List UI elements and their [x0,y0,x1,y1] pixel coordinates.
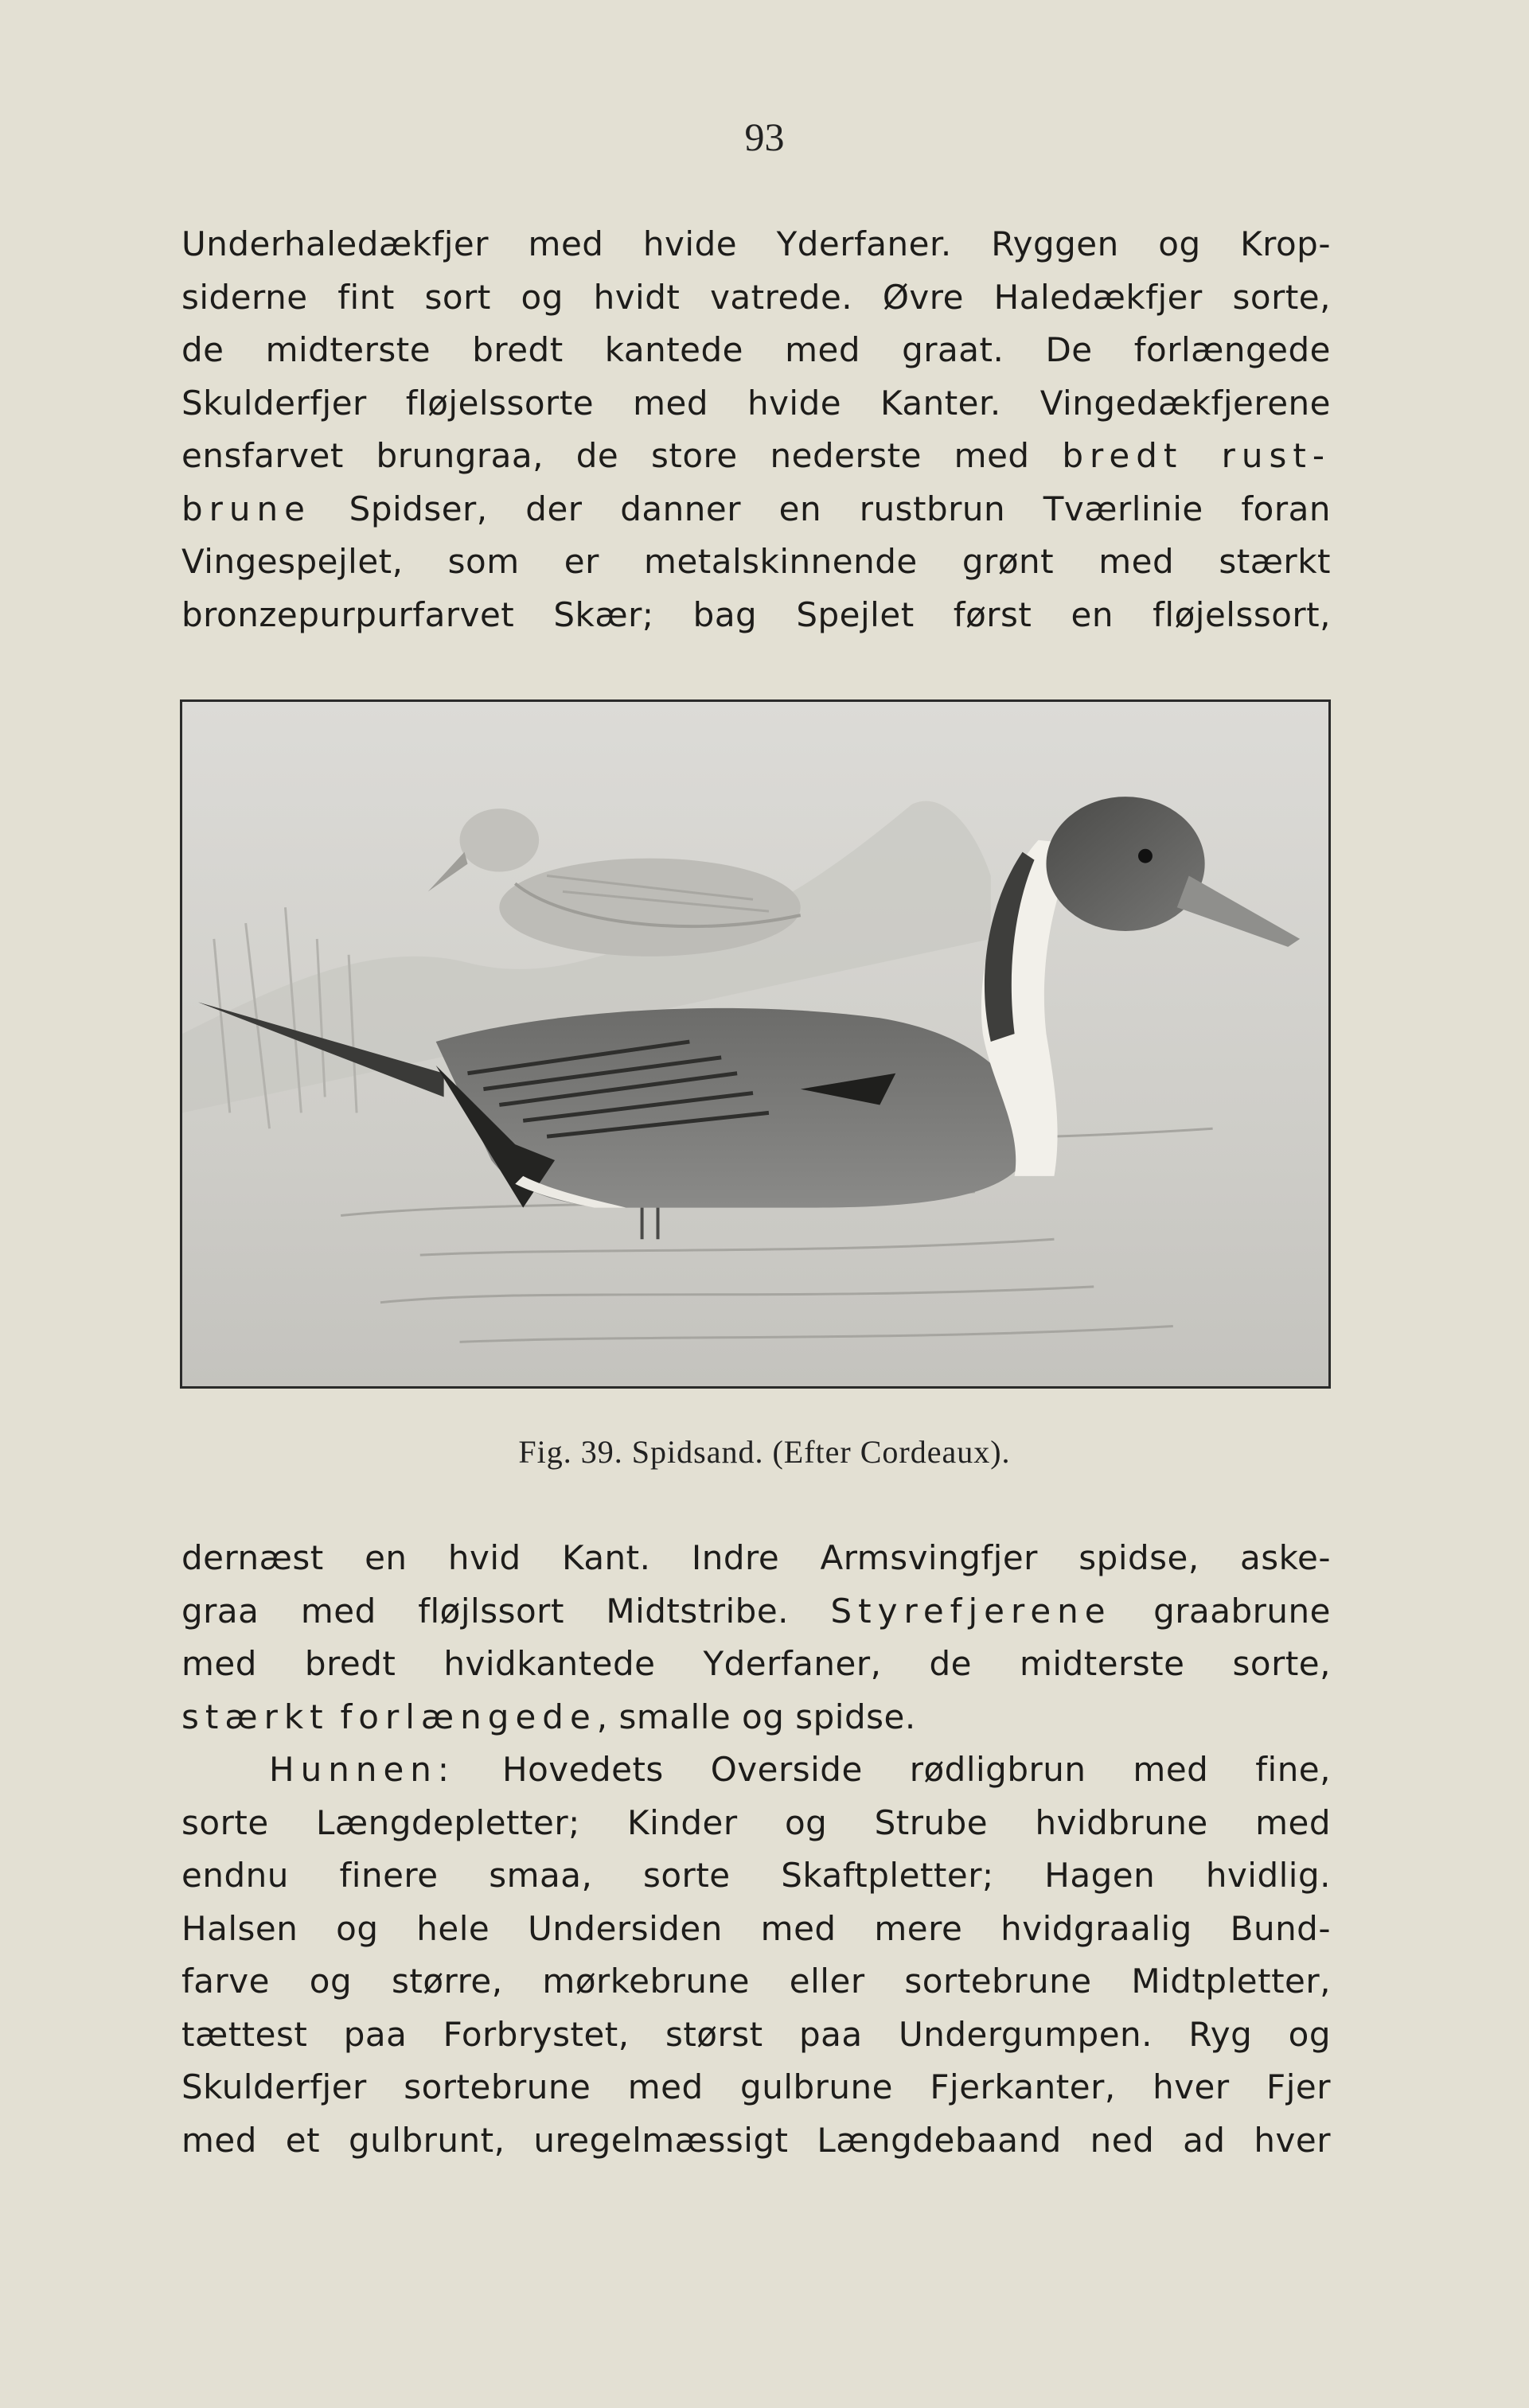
text-line [181,1691,1331,1744]
text-fragment: graa med fløjlssort Midtstribe. [181,1591,790,1631]
text-line: Skulderfjer sortebrune med gulbrune Fjerkanter, hver Fjer [181,2067,1331,2106]
text-line: endnu finere smaa, sorte Skaftpletter; Hagen hvidlig. [181,1856,1331,1895]
text-fragment: graabrune [1153,1591,1332,1631]
text-line: Skulderfjer fløjelssorte med hvide Kanter. Vingedækfjerene [181,383,1331,423]
figure-illustration [180,699,1331,1389]
spaced-word: Styrefjerene [830,1591,1112,1631]
text-line: med bredt hvidkantede Yderfaner, de midterste sorte, [181,1644,1331,1683]
text-line: dernæst en hvid Kant. Indre Armsvingfjer spidse, aske- [181,1538,1331,1577]
spaced-word: bredt rust- [1062,436,1331,475]
text-line: Halsen og hele Undersiden med mere hvidgraalig Bund- [181,1908,1331,1948]
page-number: 93 [744,115,785,159]
text-line: de midterste bredt kantede med graat. De forlængede [181,330,1331,369]
text-fragment: , smalle og spidse. [596,1697,916,1736]
text-line: tættest paa Forbrystet, størst paa Undergumpen. Ryg og [181,2014,1331,2054]
spaced-word: forlængede [340,1697,597,1736]
spaced-word: brune [181,489,312,528]
text-line: farve og større, mørkebrune eller sortebrune Midtpletter, [181,1962,1331,2001]
figure-caption: Fig. 39. Spidsand. (Efter Cordeaux). [518,1434,1011,1470]
pintail-duck-illustration [182,702,1328,1386]
text-line [181,483,1331,536]
text-line: Underhaledækfjer med hvide Yderfaner. Ryggen og Krop- [181,224,1331,263]
paragraph-top [181,218,1331,641]
text-line: med et gulbrunt, uregelmæssigt Længdebaand ned ad hver [181,2120,1331,2160]
spaced-word: stærkt [181,1697,330,1736]
text-fragment: ensfarvet brungraa, de store nederste med [181,436,1030,475]
spaced-word: Hunnen: [269,1750,456,1789]
text-line: siderne fint sort og hvidt vatrede. Øvre Haledækfjer sorte, [181,277,1331,317]
paragraph-bottom [181,1532,1331,2167]
text-line [181,430,1331,483]
text-line [181,1585,1331,1638]
text-line: Vingespejlet, som er metalskinnende grønt med stærkt [181,542,1331,581]
text-fragment: Spidser, der danner en rustbrun Tværlinie foran [349,489,1331,528]
text-line: bronzepurpurfarvet Skær; bag Spejlet først en fløjelssort, [181,594,1331,634]
text-fragment: Hovedets Overside rødligbrun med fine, [501,1750,1331,1789]
text-line: sorte Længdepletter; Kinder og Strube hvidbrune med [181,1802,1331,1842]
text-line [181,1744,1331,1797]
